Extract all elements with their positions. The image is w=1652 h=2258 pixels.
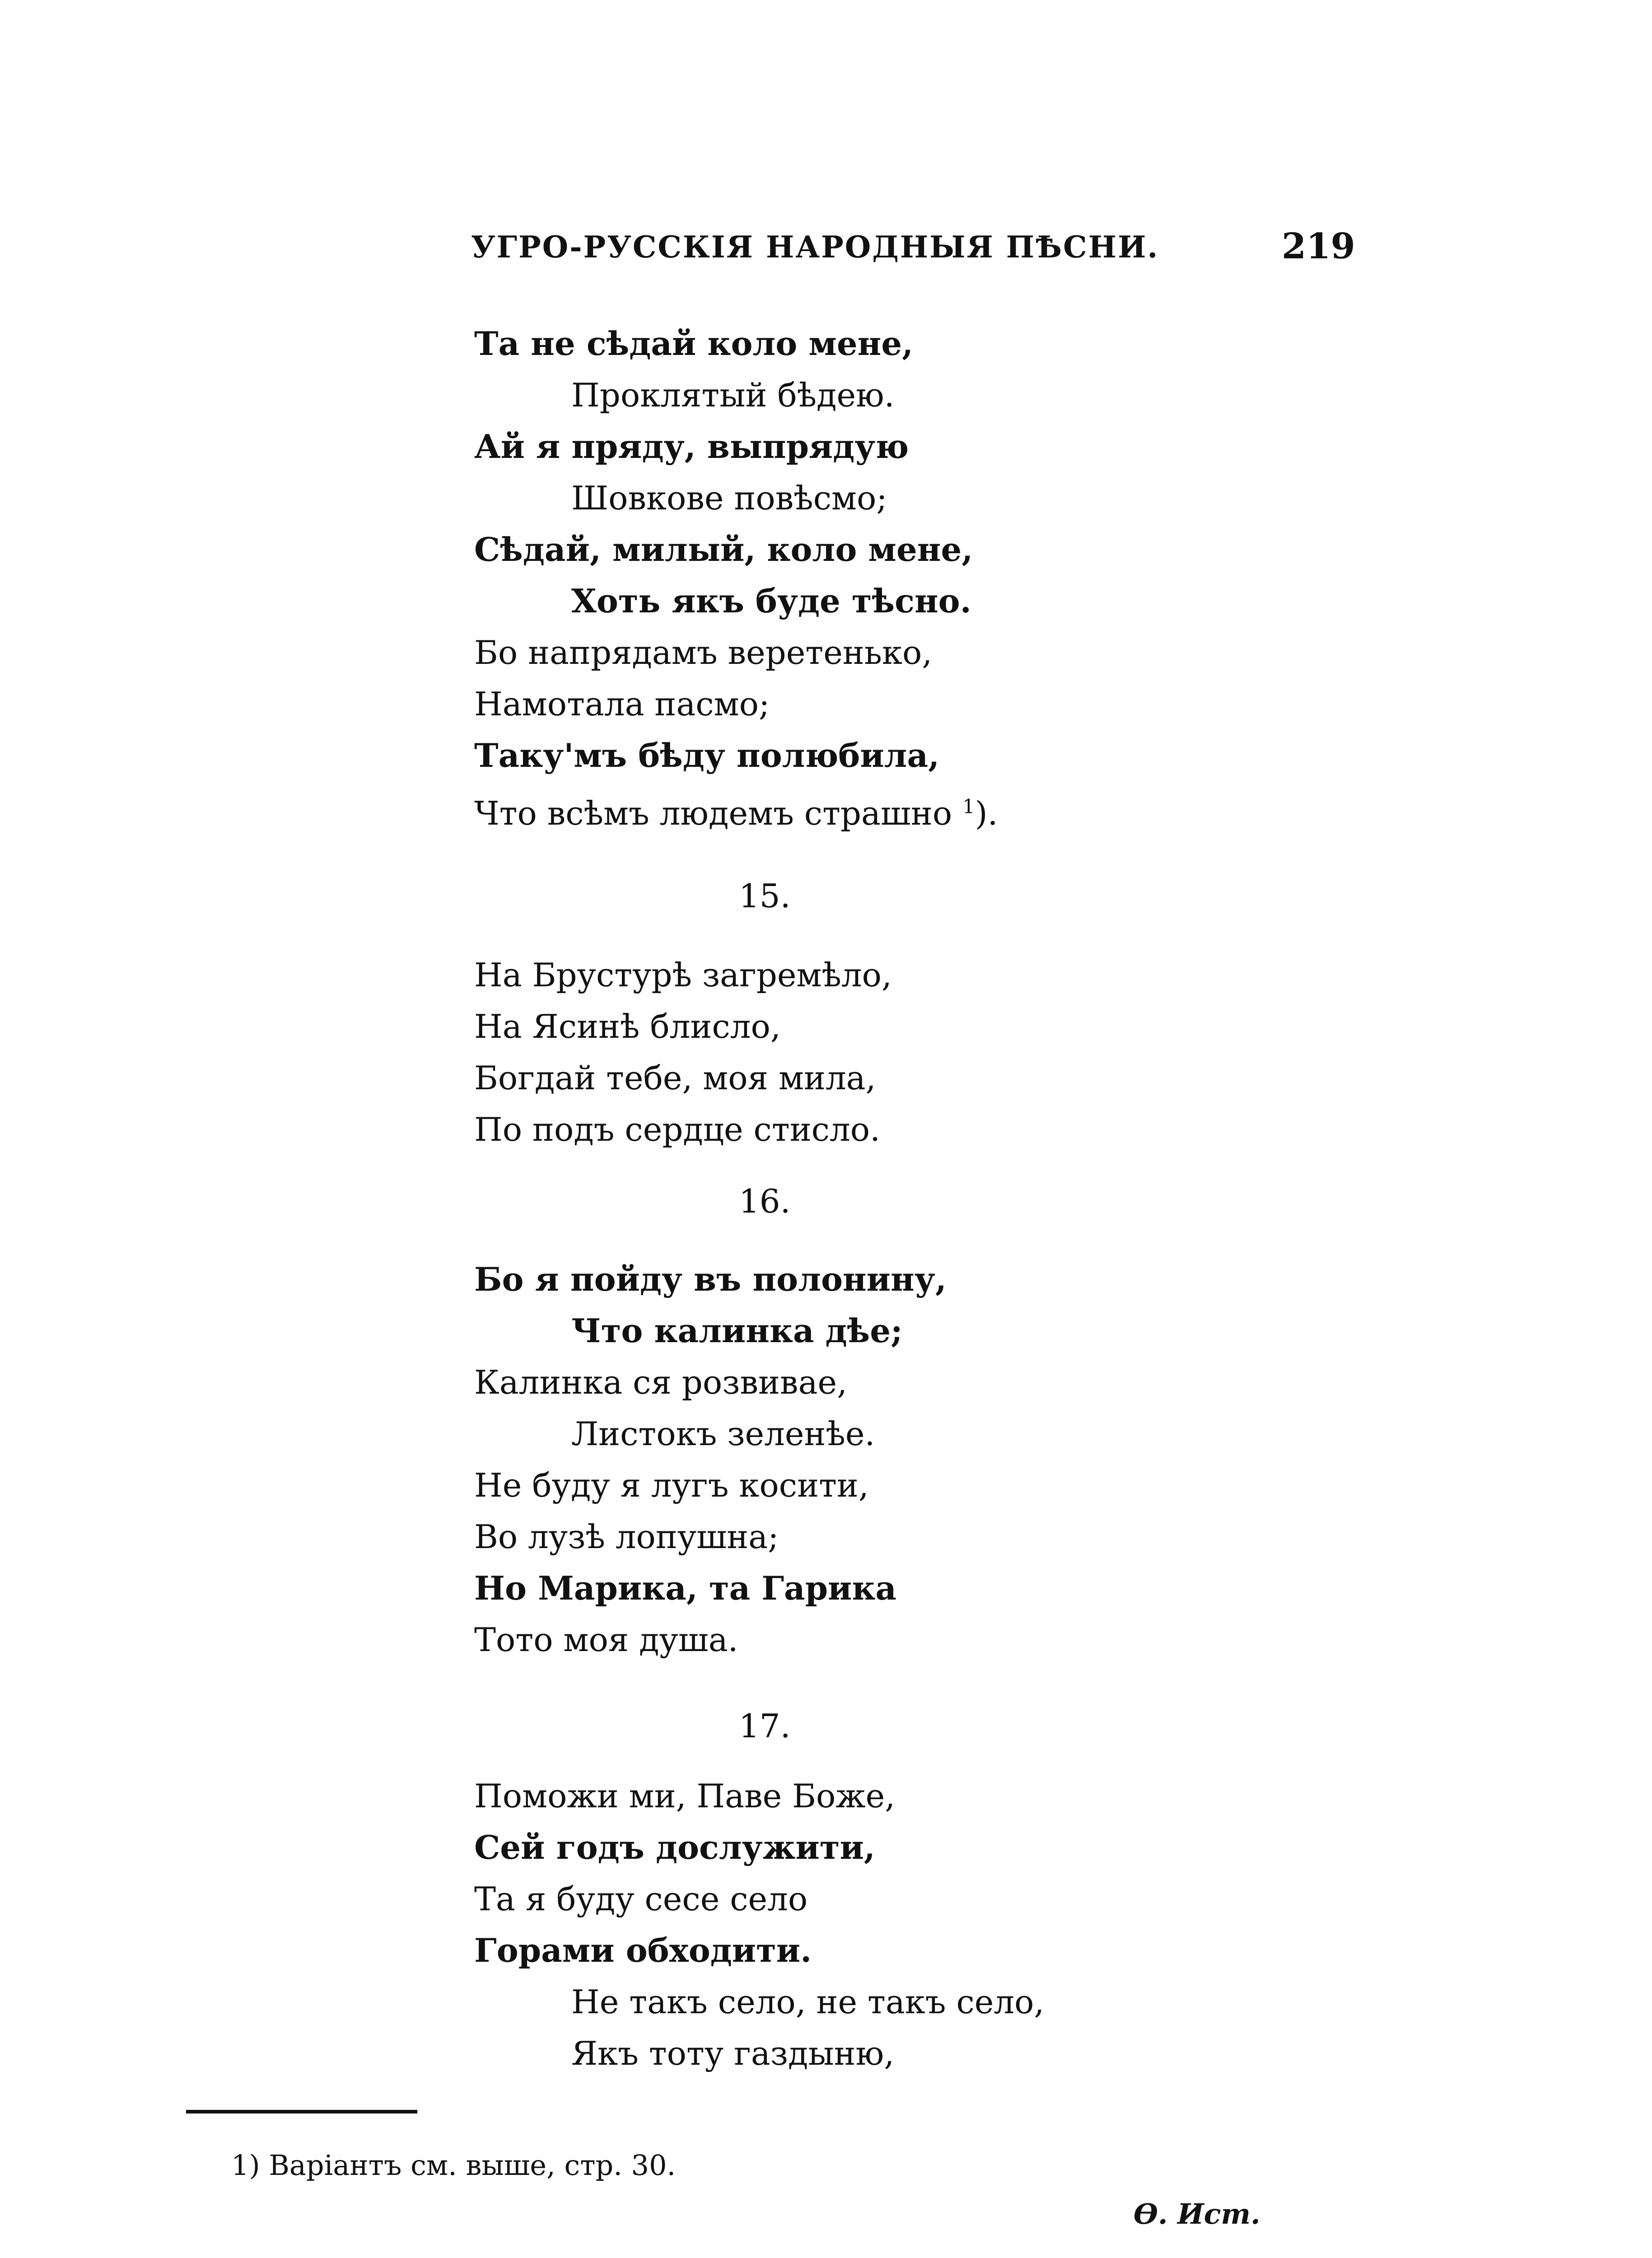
verse-line: Шовкове повѣсмо; [571, 479, 887, 517]
verse-line: Калинка ся розвивае, [474, 1363, 847, 1401]
verse-line: Намотала пасмо; [474, 685, 770, 723]
verse-line: Горами обходити. [474, 1931, 812, 1969]
verse-line: Бо я пойду въ полонину, [474, 1260, 947, 1298]
verse-line: Тото моя душа. [474, 1621, 738, 1659]
verse-line: На Ясинѣ блисло, [474, 1008, 781, 1045]
verse-line: Поможи ми, Паве Боже, [474, 1777, 896, 1815]
footnote: 1) Варіантъ см. выше, стр. 30. [231, 2149, 676, 2182]
song-15 [474, 949, 1106, 1155]
verse-line: Сѣдай, милый, коло мене, [474, 530, 973, 569]
page-number: 219 [1282, 226, 1355, 267]
verse-line: Ай я пряду, выпрядую [474, 427, 909, 466]
song-number-label: 16. [739, 1182, 791, 1220]
verse-line: Хоть якъ буде тѣсно. [571, 582, 971, 620]
verse-line: Бо напрядамъ веретенько, [474, 634, 933, 672]
verse-line: Та не сѣдай коло мене, [474, 324, 914, 363]
verse-line: Сей годъ дослужити, [474, 1828, 875, 1866]
verse-line-with-note [474, 781, 1106, 833]
song-16 [474, 1254, 1106, 1666]
signature: Ѳ. Ист. [1134, 2197, 1260, 2230]
verse-line-tail: ). [975, 794, 998, 832]
verse-line: Проклятый бѣдею. [571, 376, 895, 414]
verse-line: Не такъ село, не такъ село, [571, 1983, 1045, 2021]
verse-line: Что калинка дѣе; [571, 1311, 903, 1350]
footnote-rule [186, 2110, 417, 2113]
stanza-continued [474, 318, 1106, 833]
verse-line: Не буду я лугъ косити, [474, 1466, 869, 1504]
verse-line: Якъ тоту газдыню, [571, 2034, 895, 2072]
verse-line: Листокъ зеленѣе. [571, 1415, 875, 1453]
song-number-label: 17. [739, 1707, 791, 1745]
verse-line-text: Что всѣмъ людемъ страшно [474, 794, 952, 832]
verse-line: Таку'мъ бѣду полюбила, [474, 736, 940, 774]
verse-line: По подъ сердце стисло. [474, 1110, 880, 1148]
running-title: УГРО-РУССКІЯ НАРОДНЫЯ ПѢСНИ. [471, 229, 1159, 265]
verse-line: Но Марика, та Гарика [474, 1569, 897, 1607]
footnote-ref: 1 [962, 796, 975, 818]
verse-line: На Брустурѣ загремѣло, [474, 956, 892, 994]
verse-line: Богдай тебе, моя мила, [474, 1059, 876, 1097]
song-17 [474, 1770, 1106, 2079]
verse-line: Во лузѣ лопушна; [474, 1518, 779, 1556]
song-number-label: 15. [739, 877, 791, 915]
verse-line: Та я буду сесе село [474, 1880, 808, 1918]
